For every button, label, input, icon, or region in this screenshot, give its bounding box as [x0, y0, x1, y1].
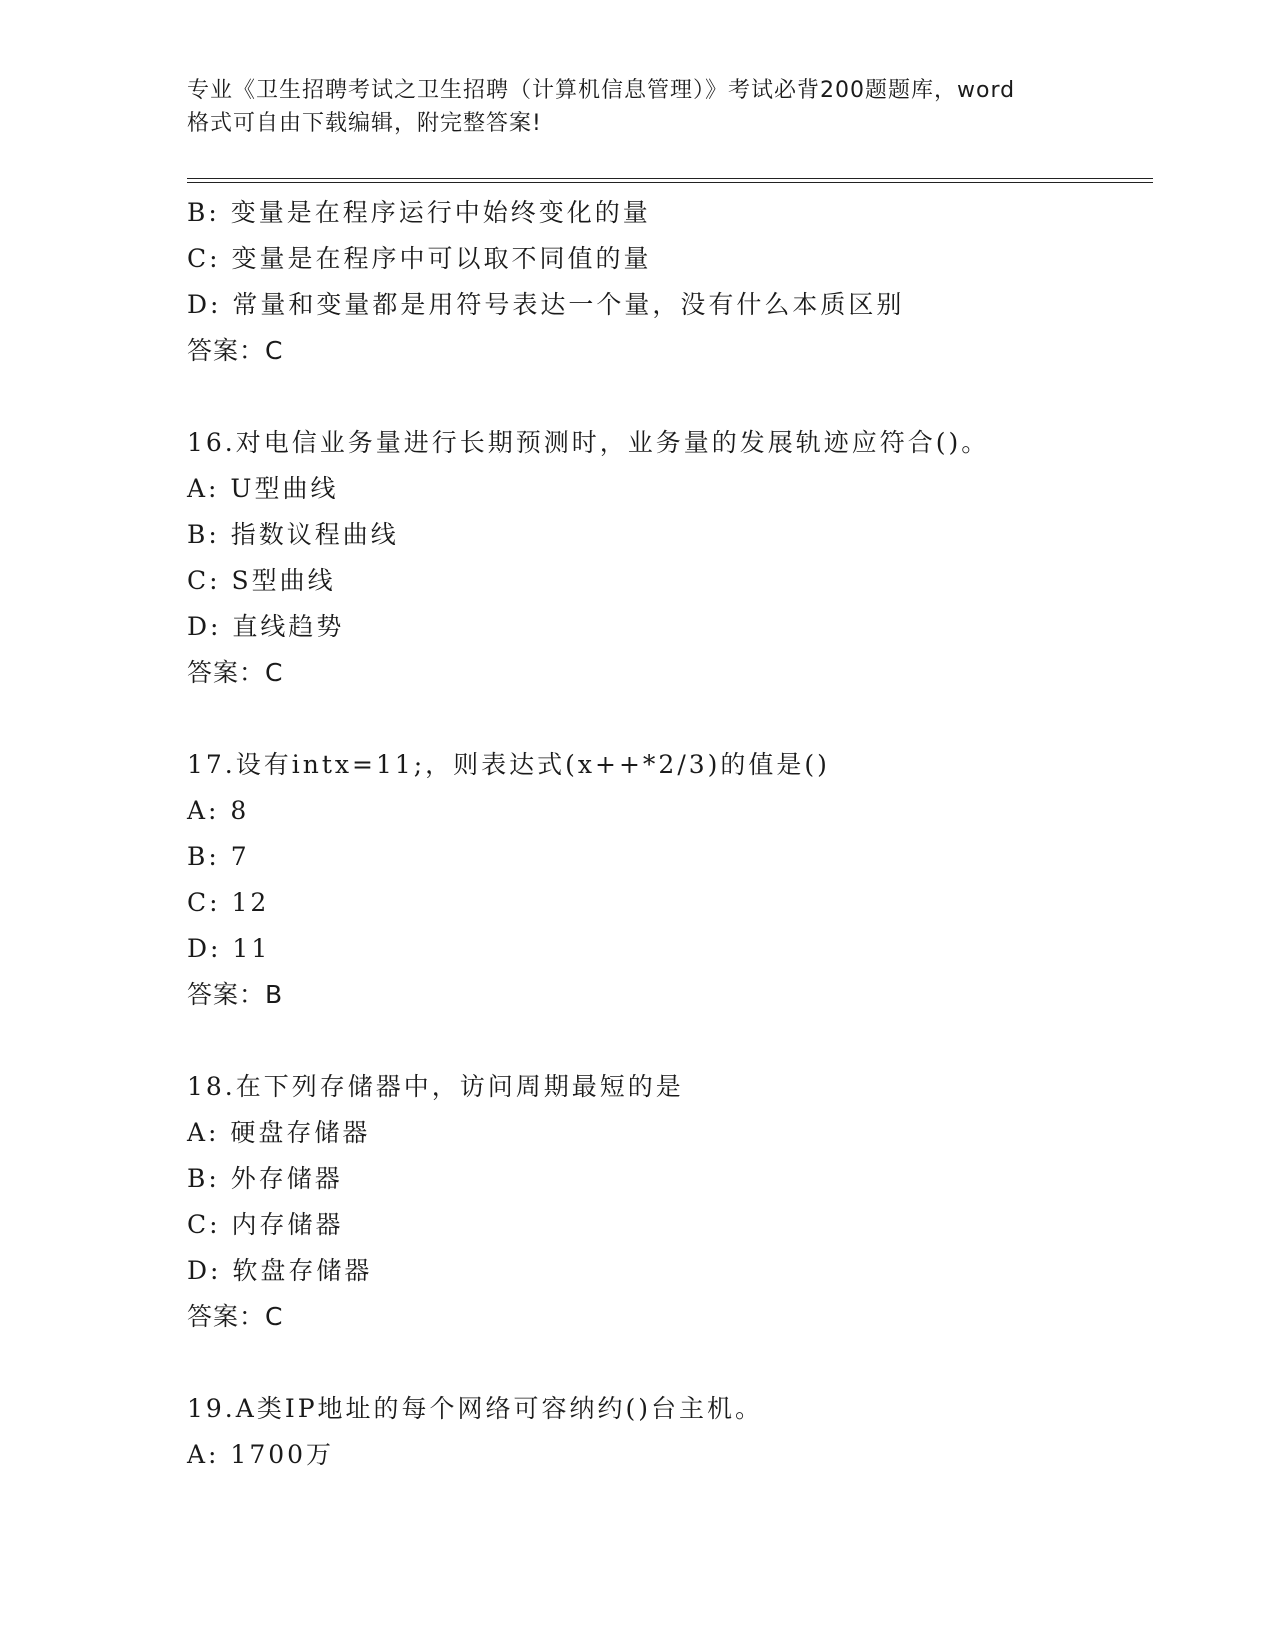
option-d: D: 11	[187, 934, 271, 963]
question-17	[187, 742, 1147, 1018]
option-a: A: 硬盘存储器	[187, 1118, 371, 1147]
option-b: B: 7	[187, 842, 250, 871]
question-19	[187, 1386, 1147, 1478]
option-a: A: 1700万	[187, 1440, 335, 1469]
answer: 答案：C	[187, 1302, 284, 1331]
option-d: D: 常量和变量都是用符号表达一个量，没有什么本质区别	[187, 290, 905, 319]
option-a: A: U型曲线	[187, 474, 339, 503]
spacer	[187, 696, 1147, 742]
question-stem: 16.对电信业务量进行长期预测时，业务量的发展轨迹应符合()。	[187, 428, 990, 457]
question-18	[187, 1064, 1147, 1340]
document-header	[187, 74, 1087, 140]
option-d: D: 直线趋势	[187, 612, 345, 641]
option-b: B: 变量是在程序运行中始终变化的量	[187, 198, 651, 227]
answer: 答案：C	[187, 336, 284, 365]
answer: 答案：B	[187, 980, 284, 1009]
header-line-2: 格式可自由下载编辑，附完整答案!	[187, 111, 542, 136]
option-c: C: 内存储器	[187, 1210, 344, 1239]
option-c: C: S型曲线	[187, 566, 336, 595]
option-a: A: 8	[187, 796, 250, 825]
header-line-1: 专业《卫生招聘考试之卫生招聘（计算机信息管理）》考试必背200题题库，word	[187, 78, 1016, 103]
option-c: C: 12	[187, 888, 270, 917]
answer: 答案：C	[187, 658, 284, 687]
option-b: B: 外存储器	[187, 1164, 343, 1193]
spacer	[187, 1340, 1147, 1386]
question-stem: 19.A类IP地址的每个网络可容纳约()台主机。	[187, 1394, 764, 1423]
question-list	[187, 190, 1147, 1478]
spacer	[187, 374, 1147, 420]
option-d: D: 软盘存储器	[187, 1256, 373, 1285]
question-15-partial	[187, 190, 1147, 374]
header-divider-bottom	[187, 182, 1153, 183]
question-stem: 17.设有intx=11;，则表达式(x++*2/3)的值是()	[187, 750, 830, 779]
option-b: B: 指数议程曲线	[187, 520, 399, 549]
option-c: C: 变量是在程序中可以取不同值的量	[187, 244, 652, 273]
header-divider-top	[187, 178, 1153, 179]
spacer	[187, 1018, 1147, 1064]
question-stem: 18.在下列存储器中，访问周期最短的是	[187, 1072, 684, 1101]
question-16	[187, 420, 1147, 696]
